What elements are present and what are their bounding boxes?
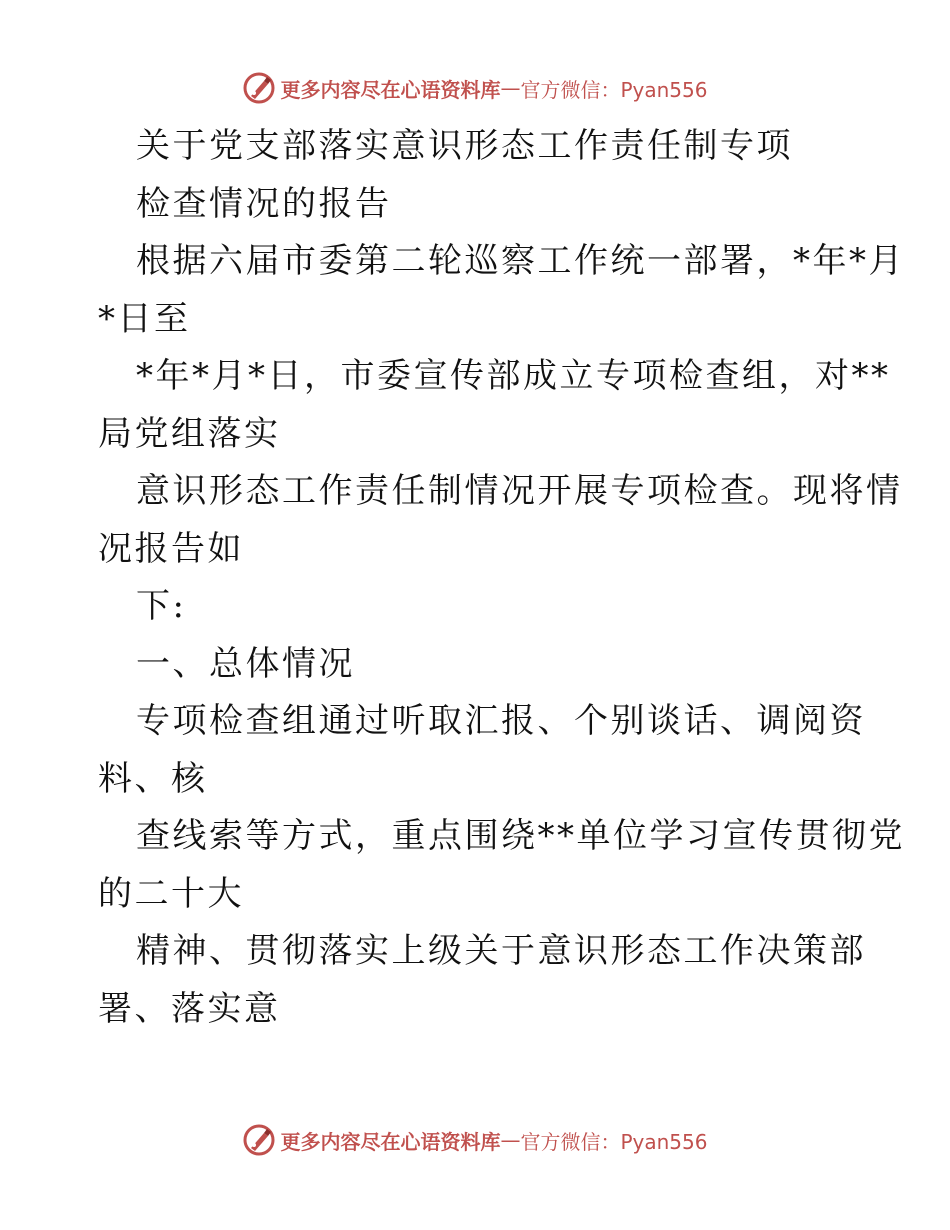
paragraph-line: 况报告如 bbox=[98, 528, 244, 569]
paragraph-line: 局党组落实 bbox=[98, 413, 281, 454]
watermark-suffix-text: 官方微信：Pyan556 bbox=[520, 1129, 708, 1154]
pen-logo-icon bbox=[242, 71, 276, 105]
watermark-dash: — bbox=[500, 1128, 521, 1152]
pen-logo-icon bbox=[242, 1123, 276, 1157]
watermark-main-text: 更多内容尽在心语资料库 bbox=[280, 1129, 501, 1154]
paragraph-line: 下: bbox=[136, 586, 187, 626]
paragraph-line: 意识形态工作责任制情况开展专项检查。现将情 bbox=[136, 471, 903, 511]
watermark-suffix-text: 官方微信：Pyan556 bbox=[520, 77, 708, 102]
watermark-main-text: 更多内容尽在心语资料库 bbox=[280, 77, 501, 102]
header-watermark bbox=[0, 68, 950, 108]
paragraph-line: *日至 bbox=[98, 298, 191, 339]
title-line-1: 关于党支部落实意识形态工作责任制专项 bbox=[136, 126, 793, 166]
paragraph-line: 查线索等方式，重点围绕**单位学习宣传贯彻党 bbox=[136, 816, 905, 856]
watermark-dash: — bbox=[500, 76, 521, 100]
paragraph-line: 专项检查组通过听取汇报、个别谈话、调阅资 bbox=[136, 701, 866, 741]
title-line-2: 检查情况的报告 bbox=[136, 183, 392, 224]
section-heading: 一、总体情况 bbox=[136, 643, 355, 684]
footer-watermark bbox=[0, 1120, 950, 1160]
paragraph-line: 署、落实意 bbox=[98, 988, 281, 1029]
paragraph-line: 精神、贯彻落实上级关于意识形态工作决策部 bbox=[136, 931, 866, 971]
paragraph-line: 的二十大 bbox=[98, 873, 244, 914]
paragraph-line: 料、核 bbox=[98, 758, 208, 799]
paragraph-line: *年*月*日，市委宣传部成立专项检查组，对** bbox=[136, 356, 891, 396]
document-body bbox=[98, 118, 905, 1038]
paragraph-line: 根据六届市委第二轮巡察工作统一部署，*年*月 bbox=[136, 241, 905, 281]
